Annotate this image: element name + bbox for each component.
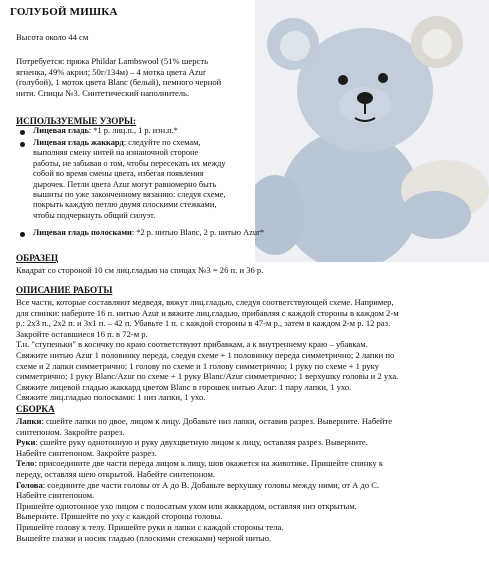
work-text: Все части, которые составляют медведя, вяжут лиц.гладью, следуя соответствующей схеме. Например, для спинки: наберите 16 п. нитью Azur и вяжите лиц.гладью, прибавляя с каждой стороны в каждом 2-м р.: 2х3 п., 2х2 п. и 3х1 п. – 42 п. Убавьте 1 п. с каждой стороны в 47-м р., затем в каждом 2-м р. 12 раз. Закройте оставшиеся 16 п. в 72-м р. Т.н. "ступеньки" в косичку по краю соответствуют прибавкам, а к внутреннему краю – убавкам. Свяжите нитью Azur 1 половинку переда, следуя схеме + 1 половинку переда симметрично; 2 лапки по схеме и 2 лапки симметрично; 1 голову по схеме и 1 голову симметрично; 1 руку по схеме + 1 руку симметрично; 1 руку Blanc/Azur по схеме + 1 руку Blanc/Azur симметрично; 1 верхушку головы и 2 уха. Свяжите лицевой гладью жаккард цветом Blanc в горошек нитью Azur: 1 пару лапки, 1 ухо. Свяжите лиц.гладью полосками: 1 низ лапки, 1 ухо. bbox=[16, 297, 399, 403]
patterns-heading: ИСПОЛЬЗУЕМЫЕ УЗОРЫ: bbox=[16, 116, 137, 126]
bullet-icon bbox=[20, 130, 25, 135]
pattern-item: Лицевая гладь: *1 р. лиц.п., 1 р. изн.п.* bbox=[33, 126, 178, 135]
pattern-item: Лицевая гладь полосками: *2 р. нитью Blanc, 2 р. нитью Azur* bbox=[33, 228, 265, 237]
assembly-heading: СБОРКА bbox=[16, 404, 55, 414]
sample-heading: ОБРАЗЕЦ bbox=[16, 253, 59, 263]
page-title: ГОЛУБОЙ МИШКА bbox=[10, 6, 118, 18]
bullet-icon bbox=[20, 142, 25, 147]
bear-height: Высота около 44 см bbox=[16, 32, 89, 42]
sample-text: Квадрат со стороной 10 см лиц.гладью на спицах №3 = 26 п. и 36 р. bbox=[16, 265, 264, 275]
work-heading: ОПИСАНИЕ РАБОТЫ bbox=[16, 285, 113, 295]
bullet-icon bbox=[20, 232, 25, 237]
pattern-item: Лицевая гладь жаккард: следуйте по схемам, выполняя смену нитей на изнаночной стороне работы, не забывая о том, чтобы пересекать их между собой во время смены цвета, избегая появления дырочек. Петли цвета Azur могут равномерно быть вышиты по уже законченному вязанию: следуя схеме, покрыть каждую петлю двумя плоскими стежками, чтобы подчеркнуть общий силуэт. bbox=[33, 138, 226, 220]
bear-photo bbox=[255, 0, 489, 262]
materials: Потребуется: пряжа Phildar Lambswool (51% шерсть ягненка, 49% акрил; 50г/134м) – 4 мотка цвета Azur (голубой), 1 моток цвета Blanc (белый), немного черной нити. Спицы №3. Синтетический наполнитель. bbox=[16, 56, 222, 98]
assembly-text: Лапки: сшейте лапки по двое, лицом к лицу. Добавьте низ лапки, оставив разрез. Выверните. Набейте синтепоном. Закройте разрез. Руки: сшейте руку однотонную и руку двухцветную лицом к лицу, оставляя разрез. Выверните. Набейте синтепоном. Закройте разрез. Тело: присоедините две части переда лицом к лицу, шов окажется на животике. Пришейте спинку к переду, оставляя шею открытой. Набейте синтепоном. Голова: соедините две части головы от А до В. Добавьте верхушку головы между ними, от А до С. Набейте синтепоном. Пришейте однотонное ухо лицом с полосатым ухом или жаккардом, оставляя низ открытым. Выверните. Пришейте по уху с каждой стороны головы. Пришейте голову к телу. Пришейте руки и лапки с каждой стороны тела. Вышейте глазки и носик гладью (плоскими стежками) черной нитью. bbox=[16, 416, 393, 543]
